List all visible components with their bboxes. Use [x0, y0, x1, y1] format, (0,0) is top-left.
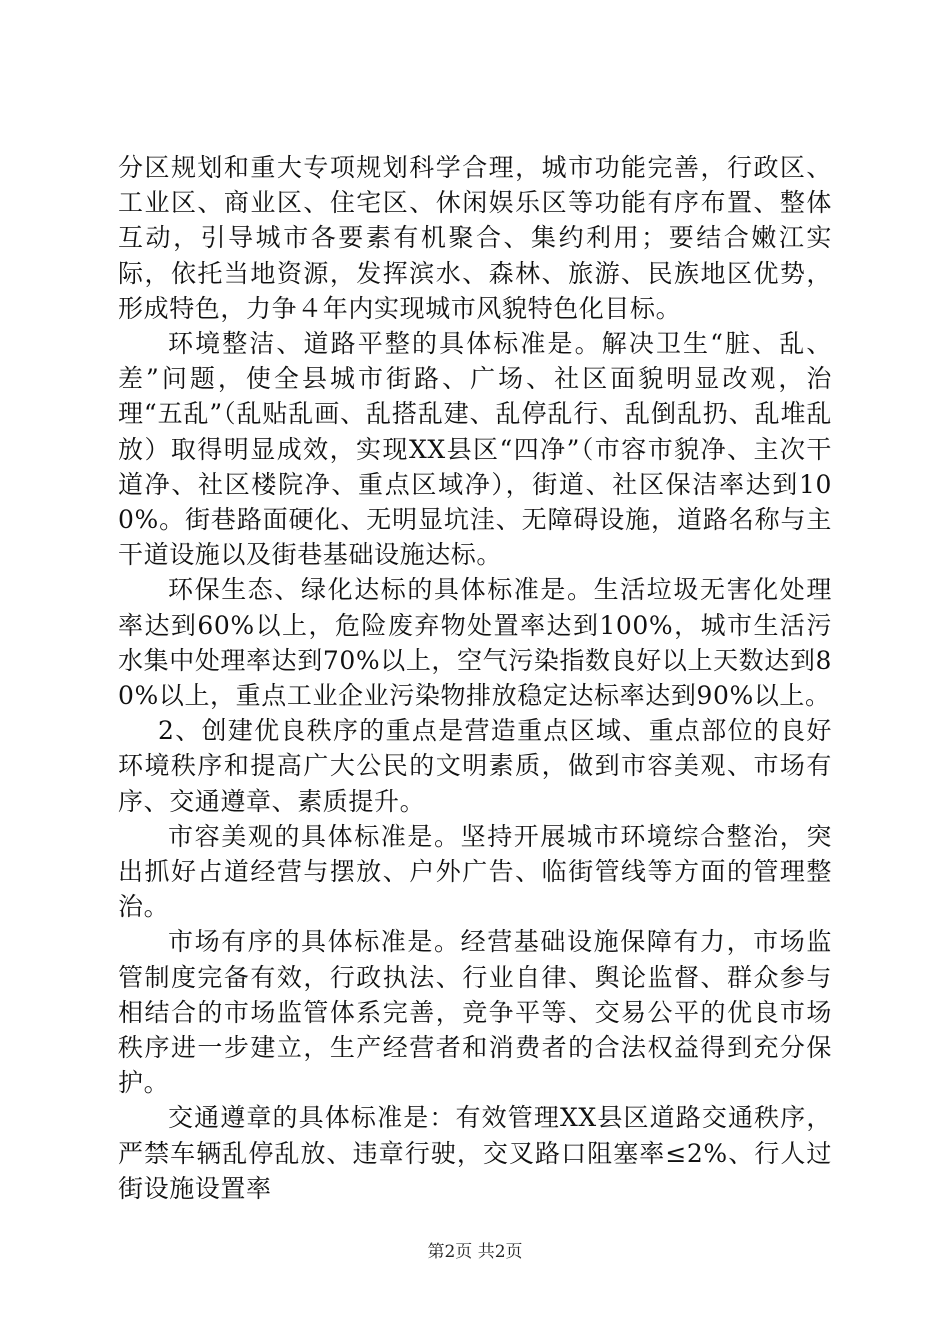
paragraph-good-order: 2、创建优良秩序的重点是营造重点区域、重点部位的良好环境秩序和提高广大公民的文明素质，做到市容美观、市场有序、交通遵章、素质提升。	[118, 716, 832, 816]
paragraph-zoning: 分区规划和重大专项规划科学合理，城市功能完善，行政区、工业区、商业区、住宅区、休闲娱乐区等功能有序布置、整体互动，引导城市各要素有机聚合、集约利用；要结合嫩江实际，依托当地资源，发挥滨水、森林、旅游、民族地区优势，形成特色，力争４年内实现城市风貌特色化目标。	[118, 153, 832, 323]
document-body	[118, 150, 832, 1206]
paragraph-city-appearance: 市容美观的具体标准是。坚持开展城市环境综合整治，突出抓好占道经营与摆放、户外广告、临街管线等方面的管理整治。	[118, 821, 832, 922]
page-footer: 第2页 共2页	[427, 1242, 523, 1262]
paragraph-market-order: 市场有序的具体标准是。经营基础设施保障有力，市场监管制度完备有效，行政执法、行业自律、舆论监督、群众参与相结合的市场监管体系完善，竞争平等、交易公平的优良市场秩序进一步建立，生产经营者和消费者的合法权益得到充分保护。	[118, 927, 832, 1098]
paragraph-ecology-greening: 环保生态、绿化达标的具体标准是。生活垃圾无害化处理率达到60%以上，危险废弃物处置率达到100%，城市生活污水集中处理率达到70%以上，空气污染指数良好以上天数达到80%以上，重点工业企业污染物排放稳定达标率达到90%以上。	[118, 575, 832, 711]
paragraph-traffic-rules: 交通遵章的具体标准是：有效管理XX县区道路交通秩序，严禁车辆乱停乱放、违章行驶，交叉路口阻塞率≤2%、行人过街设施设置率	[118, 1103, 832, 1203]
paragraph-environment-cleanliness: 环境整洁、道路平整的具体标准是。解决卫生“脏、乱、差”问题，使全县城市街路、广场、社区面貌明显改观，治理“五乱”（乱贴乱画、乱搭乱建、乱停乱行、乱倒乱扔、乱堆乱放）取得明显成效，实现XX县区“四净”（市容市貌净、主次干道净、社区楼院净、重点区域净），街道、社区保洁率达到100%。街巷路面硬化、无明显坑洼、无障碍设施，道路名称与主干道设施以及街巷基础设施达标。	[118, 329, 832, 570]
